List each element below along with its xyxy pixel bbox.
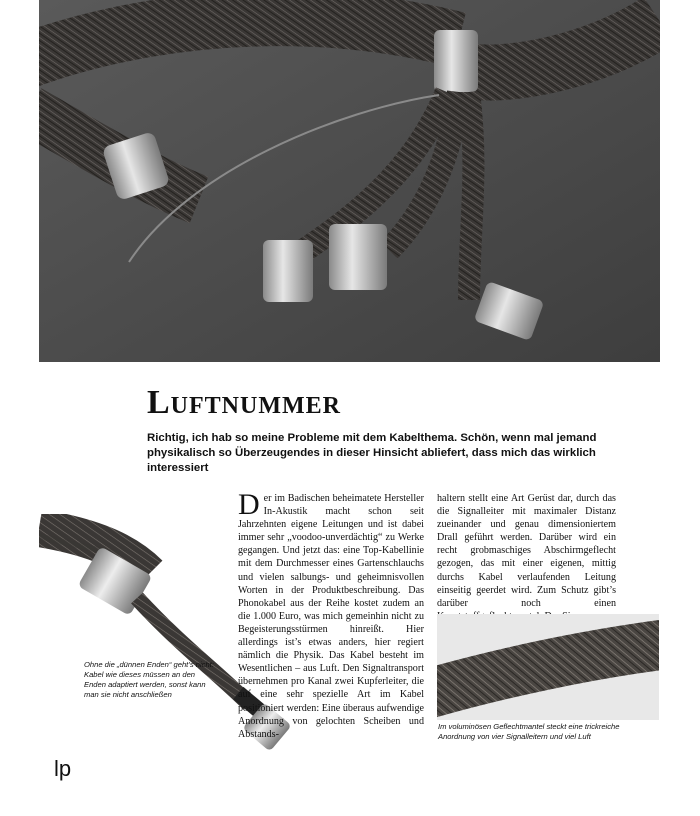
body-text-1: er im Badischen beheimatete Hersteller In-Akustik macht schon seit Jahrzehnten eigene Leitungen und ist dabei immer sehr „voodoo-unverdächtig“ zu Werke gegangen. Und jetzt das: eine Top-Kabellinie mit dem Durchmesser eines Gartenschlauchs und vielen salbungs- und geheimnisvollen Worten in der Produktbeschreibung. Das Phonokabel aus der Reihe kostet zudem an die 1.000 Euro, was mich gemeinhin nicht zu Begeisterungsstürmen hinreißt. Hier allerdings ist’s etwas anders, hier regiert nämlich die Physik. Das Kabel besteht im Wesentlichen – aus Luft. Den Signaltransport übernehmen pro Kanal zwei Kupferleiter, die auf eine sehr spezielle Art im Kabel positioniert werden: Eine überaus aufwendige Anordnung von gelochten Scheiben und Abstands- (238, 493, 424, 740)
caption-right: Im voluminösen Geflechtmantel steckt eine trickreiche Anordnung von vier Signalleitern und viel Luft (438, 722, 620, 741)
hero-cable-photo (39, 0, 660, 362)
drop-cap: D (238, 488, 260, 521)
body-column-2 (437, 492, 616, 623)
cable-detail-photo (437, 614, 659, 720)
article-title: Luftnummer (147, 384, 341, 421)
article-lead: Richtig, ich hab so meine Probleme mit dem Kabelthema. Schön, wenn mal jemand physikalisch so Überzeugendes in dieser Hinsicht abliefert, dass mich das wirklich interessiert (147, 432, 597, 474)
body-column-1 (238, 488, 424, 741)
body-text-2: haltern stellt eine Art Gerüst dar, durch das die Signalleiter mit maximaler Distanz zueinander und genau dimensioniertem Drall geführt werden. Darüber wird ein recht grobmaschiges Abschirmgeflecht gezogen, das mit einer eigenen, mittig durchs Kabel verlaufenden Leitung einseitig geerdet wird. Zum Schutz gibt’s darüber noch einen (437, 493, 616, 609)
magazine-logo: lp (54, 756, 72, 781)
caption-left: Ohne die „dünnen Enden“ geht’s nicht: Kabel wie dieses müssen an den Enden adaptiert werden, sonst kann man sie nicht anschließen (84, 660, 214, 699)
